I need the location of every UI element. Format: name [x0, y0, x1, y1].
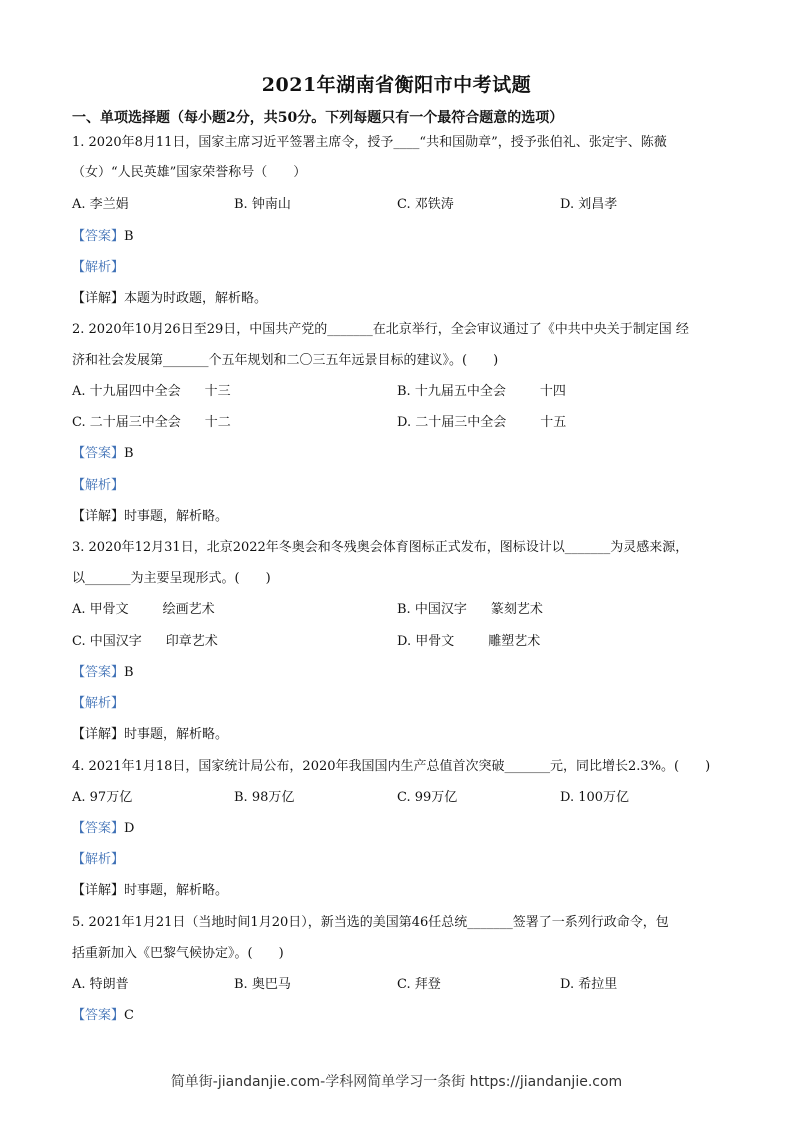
- answer-label: 【答案】: [72, 229, 125, 244]
- question-3-option-a: [72, 600, 215, 620]
- question-3-answer: [72, 663, 722, 683]
- detail-text: 时事题，解析略。: [124, 509, 229, 524]
- question-1-analysis-label: 【解析】: [72, 260, 125, 275]
- answer-value: D: [124, 821, 135, 836]
- question-3-text-line-2: 以_______为主要呈现形式。( ): [72, 571, 271, 586]
- option-text: D. 甲骨文: [397, 634, 455, 649]
- question-2-answer: [72, 444, 722, 464]
- question-1-text-line-1: 1. 2020年8月11日，国家主席习近平签署主席令，授予____“共和国勋章”，授予张伯礼、张定宇、陈薇: [72, 135, 667, 150]
- answer-label: 【答案】: [72, 446, 125, 461]
- option-text: A. 甲骨文: [72, 602, 129, 617]
- question-5-text-line-1: 5. 2021年1月21日（当地时间1月20日），新当选的美国第46任总统_______签署了一系列行政命令，包: [72, 915, 669, 930]
- question-2-option-c: [72, 413, 231, 433]
- option-text: B. 十九届五中全会: [397, 384, 506, 399]
- option-text-2: 十三: [204, 384, 231, 399]
- question-5-option-a: A. 特朗普: [72, 977, 129, 992]
- question-5-answer: [72, 1006, 722, 1026]
- question-5-option-d: D. 希拉里: [560, 977, 618, 992]
- question-3-detail: [72, 725, 722, 745]
- answer-label: 【答案】: [72, 821, 125, 836]
- detail-text: 时事题，解析略。: [124, 883, 229, 898]
- question-5-option-b: B. 奥巴马: [234, 977, 291, 992]
- question-1-option-a: A. 李兰娟: [72, 197, 129, 212]
- question-4-option-a: A. 97万亿: [72, 790, 133, 805]
- section-title: 一、单项选择题（每小题2分，共50分。下列每题只有一个最符合题意的选项）: [72, 110, 564, 126]
- question-1-option-d: D. 刘昌孝: [560, 197, 618, 212]
- option-text-2: 篆刻艺术: [490, 602, 543, 617]
- question-2-option-a: [72, 382, 231, 402]
- detail-label: 【详解】: [72, 727, 125, 742]
- question-4-text-line-1: 4. 2021年1月18日，国家统计局公布，2020年我国国内生产总值首次突破_______元，同比增长2.3%。( ): [72, 759, 711, 774]
- answer-label: 【答案】: [72, 1008, 125, 1023]
- page-footer: 简单街-jiandanjie.com-学科网简单学习一条街 https://jiandanjie.com: [170, 1074, 623, 1090]
- question-1-detail: [72, 289, 722, 309]
- option-text-2: 雕塑艺术: [488, 634, 541, 649]
- answer-value: B: [124, 446, 134, 461]
- detail-text: 时事题，解析略。: [124, 727, 229, 742]
- question-4-answer: [72, 819, 722, 839]
- question-1-answer: [72, 227, 722, 247]
- option-text: C. 二十届三中全会: [72, 415, 181, 430]
- answer-value: C: [124, 1008, 134, 1023]
- detail-label: 【详解】: [72, 291, 125, 306]
- question-2-text-line-2: 济和社会发展第_______个五年规划和二〇三五年远景目标的建议》。( ): [72, 353, 499, 368]
- question-4-detail: [72, 881, 722, 901]
- question-4-option-d: D. 100万亿: [560, 790, 630, 805]
- question-1-option-b: B. 钟南山: [234, 197, 291, 212]
- detail-label: 【详解】: [72, 509, 125, 524]
- detail-text: 本题为时政题，解析略。: [124, 291, 268, 306]
- option-text-2: 印章艺术: [165, 634, 218, 649]
- option-text-2: 绘画艺术: [162, 602, 215, 617]
- option-text-2: 十四: [539, 384, 566, 399]
- question-3-option-c: [72, 632, 218, 652]
- option-text-2: 十五: [540, 415, 567, 430]
- question-2-option-b: [397, 382, 566, 402]
- answer-label: 【答案】: [72, 665, 125, 680]
- page-title: 2021年湖南省衡阳市中考试题: [261, 74, 532, 96]
- option-text: C. 中国汉字: [72, 634, 142, 649]
- option-text: A. 十九届四中全会: [72, 384, 181, 399]
- question-3-text-line-1: 3. 2020年12月31日，北京2022年冬奥会和冬残奥会体育图标正式发布，图标设计以_______为灵感来源，: [72, 540, 689, 555]
- question-4-analysis-label: 【解析】: [72, 852, 125, 867]
- option-text: B. 中国汉字: [397, 602, 467, 617]
- detail-label: 【详解】: [72, 883, 125, 898]
- question-5-text-line-2: 括重新加入《巴黎气候协定》。( ): [72, 946, 284, 961]
- option-text: D. 二十届三中全会: [397, 415, 507, 430]
- answer-value: B: [124, 665, 134, 680]
- question-4-option-c: C. 99万亿: [397, 790, 458, 805]
- option-text-2: 十二: [204, 415, 231, 430]
- answer-value: B: [124, 229, 134, 244]
- question-3-analysis-label: 【解析】: [72, 696, 125, 711]
- question-2-option-d: [397, 413, 566, 433]
- question-2-detail: [72, 507, 722, 527]
- question-1-option-c: C. 邓铁涛: [397, 197, 454, 212]
- question-3-option-d: [397, 632, 540, 652]
- question-4-option-b: B. 98万亿: [234, 790, 295, 805]
- question-1-text-line-2: （女）“人民英雄”国家荣誉称号（ ）: [72, 165, 307, 180]
- question-2-text-line-1: 2. 2020年10月26日至29日，中国共产党的_______在北京举行，全会审议通过了《中共中央关于制定国 经: [72, 322, 689, 337]
- question-2-analysis-label: 【解析】: [72, 478, 125, 493]
- question-3-option-b: [397, 600, 543, 620]
- question-5-option-c: C. 拜登: [397, 977, 441, 992]
